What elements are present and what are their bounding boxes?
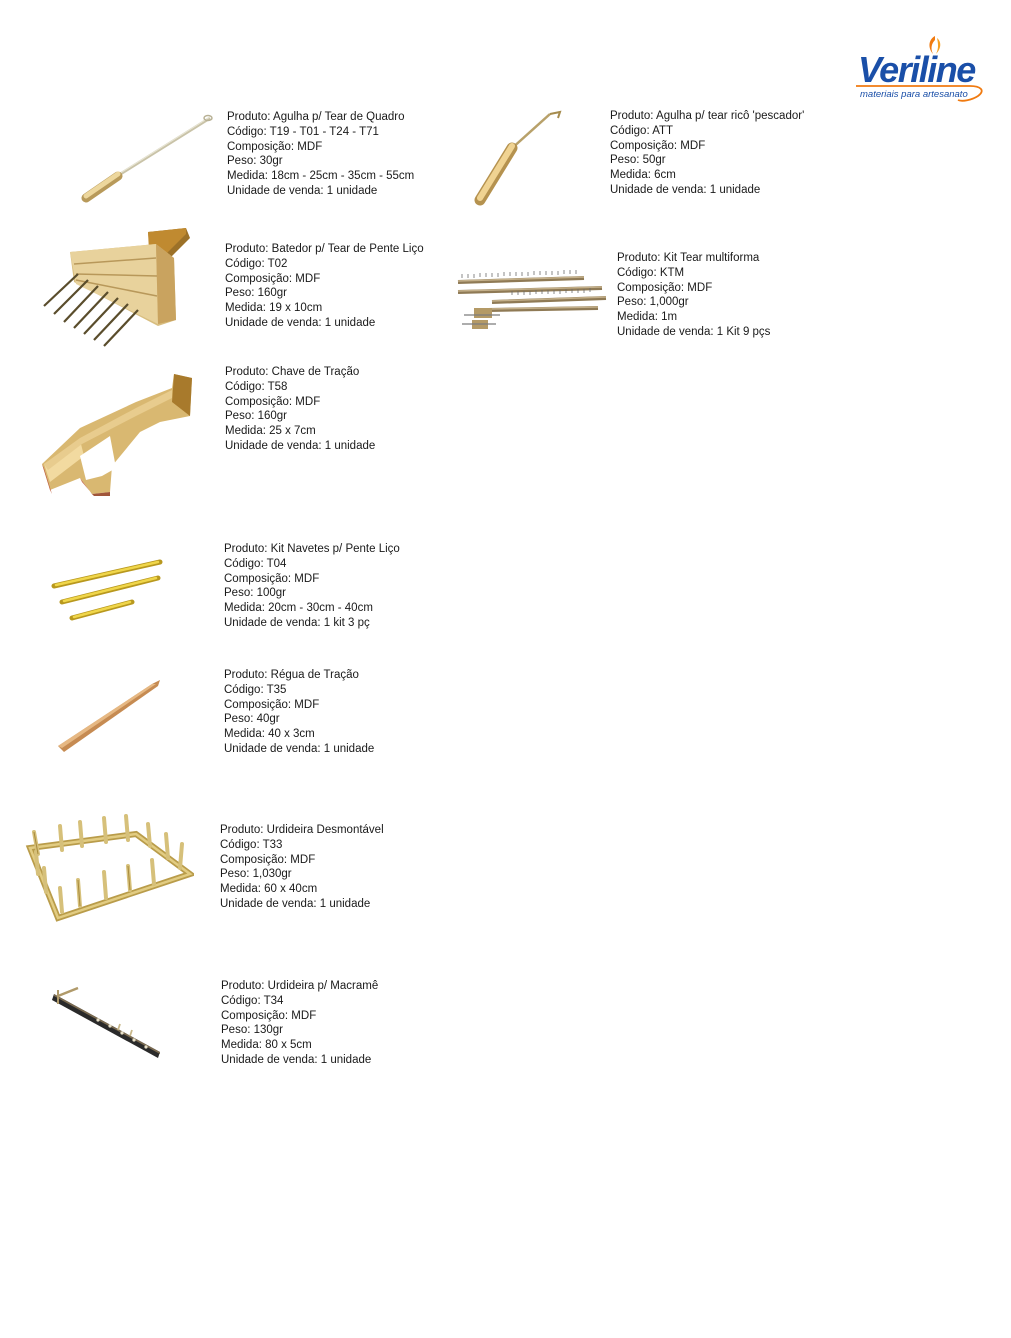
product-weight: Peso: 30gr	[227, 155, 283, 168]
product-name: Produto: Chave de Tração	[225, 366, 360, 378]
product-sale-unit: Unidade de venda: 1 unidade	[225, 439, 376, 452]
needle-image	[78, 108, 218, 204]
product-sale-unit: Unidade de venda: 1 unidade	[225, 316, 376, 329]
product-code: Código: T04	[224, 557, 287, 570]
product-composition: Composição: MDF	[227, 140, 323, 153]
product-size: Medida: 40 x 3cm	[224, 728, 315, 741]
product-weight: Peso: 1,000gr	[617, 296, 689, 309]
product-size: Medida: 18cm - 25cm - 35cm - 55cm	[227, 170, 415, 183]
product-size: Medida: 19 x 10cm	[225, 302, 323, 315]
product-name: Produto: Kit Navetes p/ Pente Liço	[224, 543, 400, 555]
product-name: Produto: Agulha p/ Tear de Quadro	[227, 111, 405, 123]
macrame-board-image	[48, 986, 166, 1062]
product-sale-unit: Unidade de venda: 1 unidade	[221, 1053, 372, 1066]
product-weight: Peso: 50gr	[610, 154, 666, 167]
product-size: Medida: 60 x 40cm	[220, 883, 318, 896]
product-weight: Peso: 40gr	[224, 713, 280, 726]
product-weight: Peso: 160gr	[225, 287, 288, 300]
product-code: Código: ATT	[610, 124, 674, 137]
brand-logo	[852, 34, 992, 110]
product-name: Produto: Urdideira p/ Macramê	[221, 980, 379, 992]
product-name: Produto: Kit Tear multiforma	[617, 252, 760, 264]
product-size: Medida: 1m	[617, 311, 678, 324]
product-name: Produto: Agulha p/ tear ricô 'pescador'	[610, 110, 805, 122]
product-size: Medida: 25 x 7cm	[225, 425, 316, 438]
product-size: Medida: 6cm	[610, 169, 676, 182]
product-sale-unit: Unidade de venda: 1 Kit 9 pçs	[617, 325, 771, 338]
product-code: Código: T02	[225, 257, 288, 270]
product-weight: Peso: 100gr	[224, 587, 287, 600]
product-composition: Composição: MDF	[617, 281, 713, 294]
product-sale-unit: Unidade de venda: 1 unidade	[220, 897, 371, 910]
product-weight: Peso: 1,030gr	[220, 868, 292, 881]
traction-key-image	[40, 372, 196, 498]
product-composition: Composição: MDF	[224, 698, 320, 711]
product-code: Código: T35	[224, 683, 287, 696]
product-code: Código: KTM	[617, 266, 685, 279]
shuttles-image	[48, 556, 168, 626]
product-composition: Composição: MDF	[225, 272, 321, 285]
product-code: Código: T33	[220, 838, 283, 851]
product-sale-unit: Unidade de venda: 1 unidade	[610, 183, 761, 196]
product-name: Produto: Urdideira Desmontável	[220, 824, 384, 836]
product-name: Produto: Régua de Tração	[224, 669, 359, 681]
product-size: Medida: 80 x 5cm	[221, 1039, 312, 1052]
beater-image	[36, 224, 194, 354]
product-code: Código: T58	[225, 380, 288, 393]
product-name: Produto: Batedor p/ Tear de Pente Liço	[225, 243, 424, 255]
product-composition: Composição: MDF	[221, 1009, 317, 1022]
ruler-image	[54, 676, 166, 756]
hook-needle-image	[468, 108, 568, 208]
brand-name: Veriline	[858, 49, 975, 90]
loom-kit-image	[452, 268, 610, 334]
product-sale-unit: Unidade de venda: 1 unidade	[227, 184, 378, 197]
product-composition: Composição: MDF	[610, 139, 706, 152]
product-composition: Composição: MDF	[224, 572, 320, 585]
product-weight: Peso: 160gr	[225, 410, 288, 423]
product-composition: Composição: MDF	[220, 853, 316, 866]
product-code: Código: T34	[221, 994, 284, 1007]
product-sale-unit: Unidade de venda: 1 unidade	[224, 742, 375, 755]
product-weight: Peso: 130gr	[221, 1024, 284, 1037]
product-code: Código: T19 - T01 - T24 - T71	[227, 125, 379, 138]
product-size: Medida: 20cm - 30cm - 40cm	[224, 602, 373, 615]
warping-frame-image	[18, 814, 194, 924]
product-composition: Composição: MDF	[225, 395, 321, 408]
product-sale-unit: Unidade de venda: 1 kit 3 pç	[224, 616, 370, 629]
brand-tagline: materiais para artesanato	[860, 89, 968, 100]
